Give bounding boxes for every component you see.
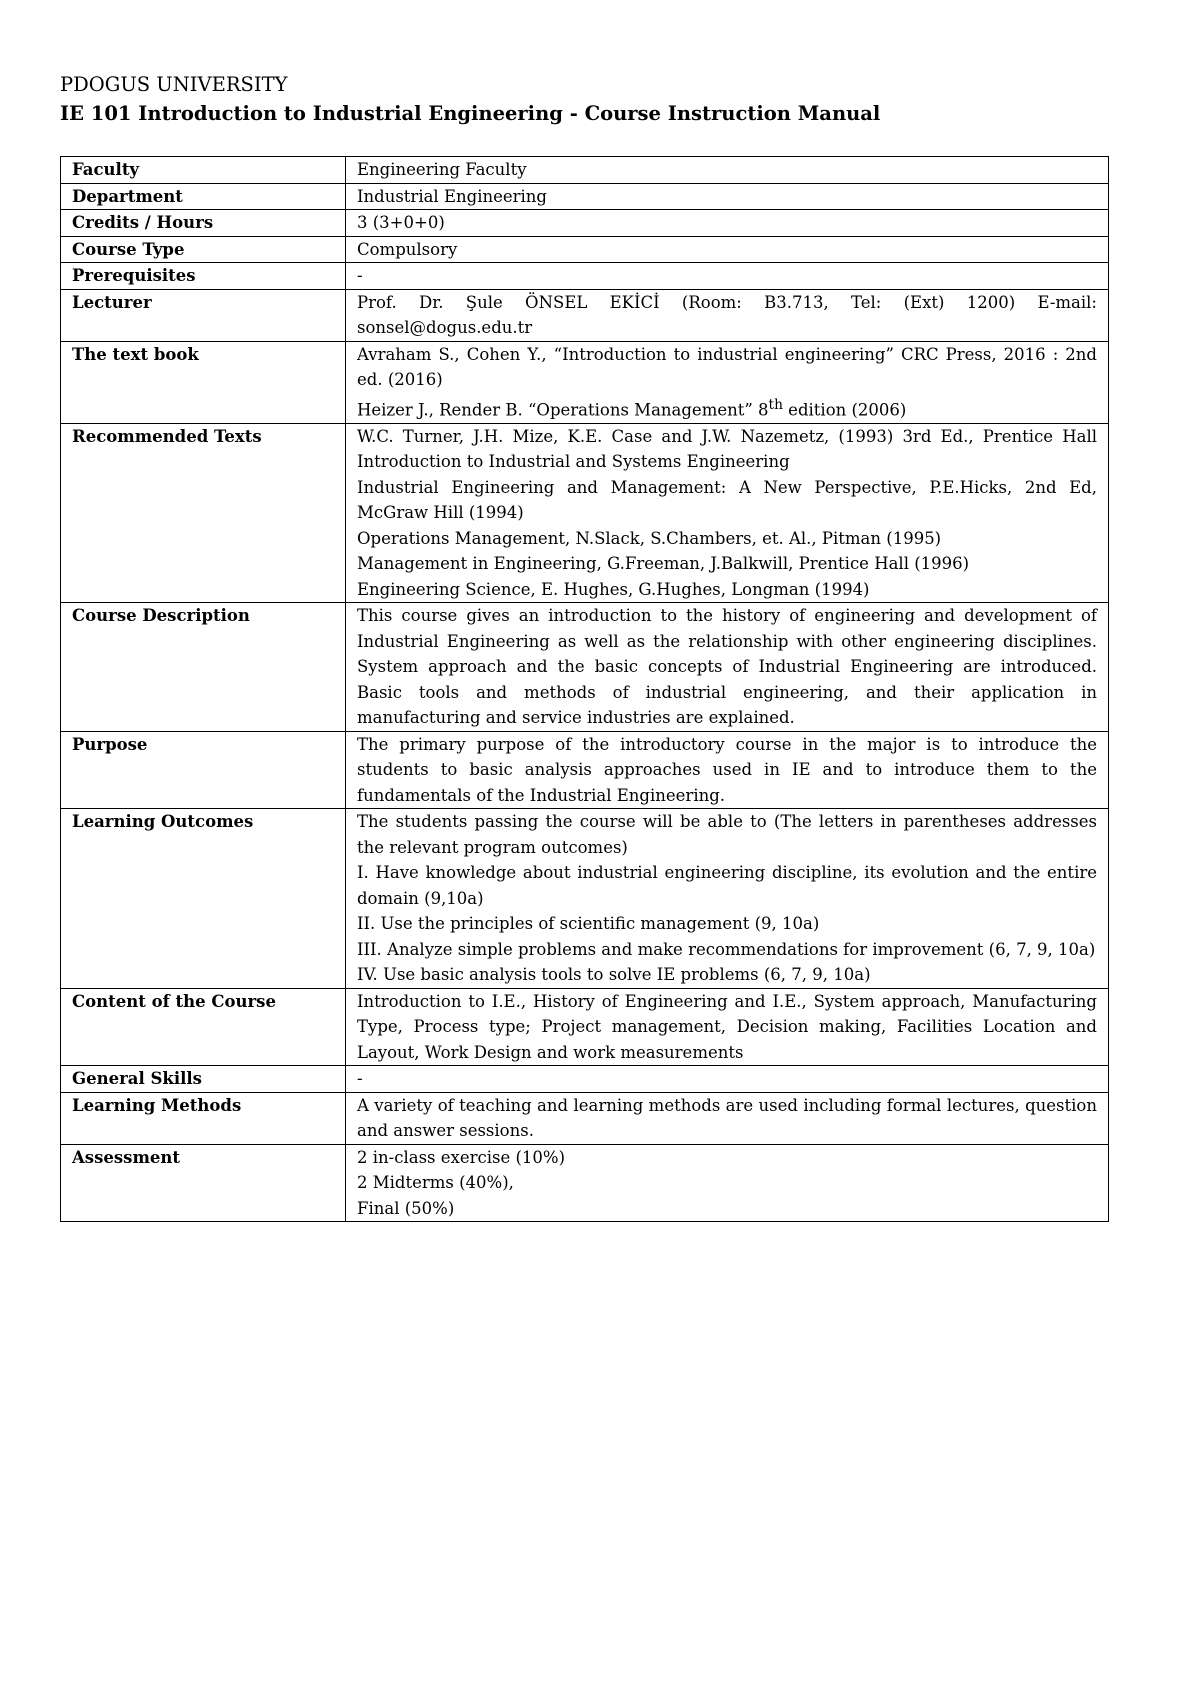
table-row-purpose [61, 731, 1109, 809]
row-value: - [346, 263, 1109, 290]
text-book-heizer-post: edition (2006) [782, 400, 907, 419]
learning-outcome-line: I. Have knowledge about industrial engineering discipline, its evolution and the entire domain (9,10a) [357, 863, 1097, 908]
row-value: This course gives an introduction to the history of engineering and development of Industrial Engineering as well as the relationship with other engineering disciplines. System approach and the basic concepts of Industrial Engineering are introduced. Basic tools and methods of industrial engineering, and their application in manufacturing and service industries are explained. [346, 603, 1109, 732]
table-row-general-skills [61, 1066, 1109, 1093]
recommended-text-entry: Industrial Engineering and Management: A New Perspective, P.E.Hicks, 2nd Ed, McGraw Hill (1994) [357, 477, 1097, 522]
row-label: Department [61, 183, 346, 210]
superscript-th: th [768, 396, 783, 413]
table-row-recommended-texts [61, 423, 1109, 603]
row-label: Purpose [61, 731, 346, 809]
row-label: Learning Methods [61, 1092, 346, 1144]
row-label: Course Type [61, 236, 346, 263]
row-value: Engineering Faculty [346, 157, 1109, 184]
recommended-text-entry: Operations Management, N.Slack, S.Chambers, et. Al., Pitman (1995) [357, 528, 942, 548]
row-label: Credits / Hours [61, 210, 346, 237]
document-title: IE 101 Introduction to Industrial Engineering - Course Instruction Manual [60, 102, 881, 125]
row-value: Compulsory [346, 236, 1109, 263]
table-row-credits [61, 210, 1109, 237]
row-value: Industrial Engineering [346, 183, 1109, 210]
learning-outcome-line: II. Use the principles of scientific management (9, 10a) [357, 914, 820, 933]
row-label: Recommended Texts [61, 423, 346, 603]
table-row-assessment [61, 1144, 1109, 1222]
table-row-prerequisites [61, 263, 1109, 290]
row-label: The text book [61, 341, 346, 423]
assessment-item: 2 Midterms (40%), [357, 1173, 514, 1192]
learning-outcome-line: III. Analyze simple problems and make recommendations for improvement (6, 7, 9, 10a) [357, 939, 1096, 959]
text-book-heizer-pre: Heizer J., Render B. “Operations Management” 8 [357, 400, 769, 419]
row-label: Course Description [61, 603, 346, 732]
course-info-table [60, 156, 1109, 1222]
learning-outcome-line: IV. Use basic analysis tools to solve IE problems (6, 7, 9, 10a) [357, 965, 871, 984]
row-label: Prerequisites [61, 263, 346, 290]
row-value [346, 1144, 1109, 1222]
row-label: Assessment [61, 1144, 346, 1222]
row-value: The primary purpose of the introductory course in the major is to introduce the students to basic analysis approaches used in IE and to introduce them to the fundamentals of the Industrial Engineering. [346, 731, 1109, 809]
table-row-lecturer [61, 289, 1109, 341]
table-row-course-type [61, 236, 1109, 263]
row-label: Faculty [61, 157, 346, 184]
text-book-entry [357, 393, 1097, 423]
row-value: Introduction to I.E., History of Engineering and I.E., System approach, Manufacturing Type, Process type; Project management, Decision making, Facilities Location and Layout, Work Design and work measurements [346, 988, 1109, 1066]
recommended-text-entry: W.C. Turner, J.H. Mize, K.E. Case and J.W. Nazemetz, (1993) 3rd Ed., Prentice Hall Introduction to Industrial and Systems Engineering [357, 426, 1097, 471]
row-value: - [346, 1066, 1109, 1093]
row-value [346, 341, 1109, 423]
row-value [346, 423, 1109, 603]
table-row-learning-methods [61, 1092, 1109, 1144]
row-label: General Skills [61, 1066, 346, 1093]
table-row-course-description [61, 603, 1109, 732]
table-row-content [61, 988, 1109, 1066]
university-name: PDOGUS UNIVERSITY [60, 73, 288, 96]
recommended-text-entry: Management in Engineering, G.Freeman, J.Balkwill, Prentice Hall (1996) [357, 554, 970, 573]
learning-outcome-line: The students passing the course will be able to (The letters in parentheses addresses the relevant program outcomes) [357, 812, 1097, 857]
recommended-text-entry: Engineering Science, E. Hughes, G.Hughes, Longman (1994) [357, 579, 870, 599]
row-value: Prof. Dr. Şule ÖNSEL EKİCİ (Room: B3.713, Tel: (Ext) 1200) E-mail: sonsel@dogus.edu.tr [346, 289, 1109, 341]
table-row-text-book [61, 341, 1109, 423]
row-value [346, 809, 1109, 989]
row-label: Content of the Course [61, 988, 346, 1066]
document-page [60, 70, 1110, 1222]
row-label: Lecturer [61, 289, 346, 341]
row-value: 3 (3+0+0) [346, 210, 1109, 237]
table-row-faculty [61, 157, 1109, 184]
table-row-learning-outcomes [61, 809, 1109, 989]
assessment-item: Final (50%) [357, 1198, 455, 1218]
row-label: Learning Outcomes [61, 809, 346, 989]
text-book-entry: Avraham S., Cohen Y., “Introduction to industrial engineering” CRC Press, 2016 : 2nd ed. (2016) [357, 344, 1097, 389]
row-value: A variety of teaching and learning methods are used including formal lectures, question and answer sessions. [346, 1092, 1109, 1144]
assessment-item: 2 in-class exercise (10%) [357, 1147, 566, 1167]
table-row-department [61, 183, 1109, 210]
